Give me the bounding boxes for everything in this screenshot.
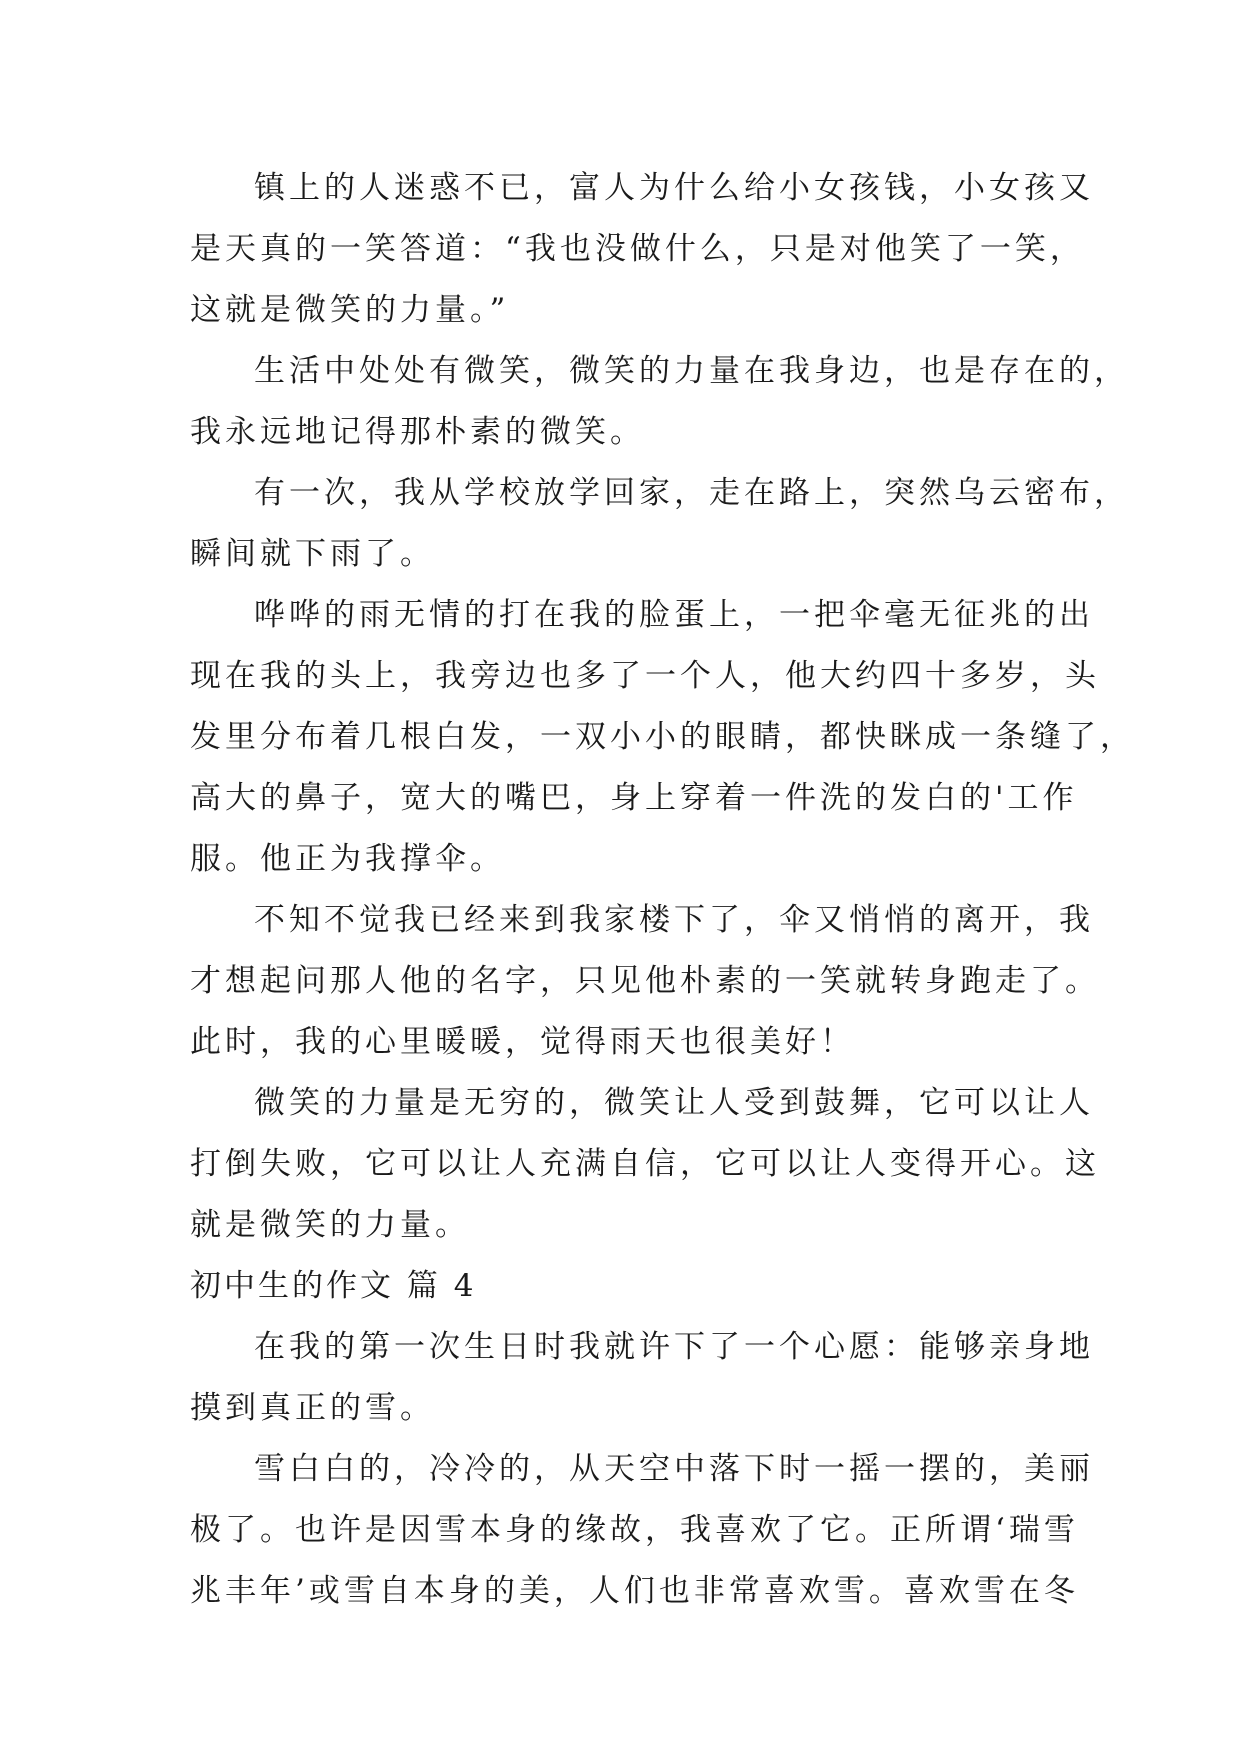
text-line: 微笑的力量是无穷的，微笑让人受到鼓舞，它可以让人 (254, 1085, 1094, 1121)
text-line: 瞬间就下雨了。 (190, 536, 435, 572)
text-line: 不知不觉我已经来到我家楼下了，伞又悄悄的离开，我 (254, 902, 1094, 938)
text-line: 这就是微笑的力量。” (190, 292, 510, 328)
paragraph (190, 341, 1129, 463)
text-line: 是天真的一笑答道：“我也没做什么，只是对他笑了一笑， (190, 231, 1085, 267)
text-line: 我永远地记得那朴素的微笑。 (190, 414, 645, 450)
text-line: 在我的第一次生日时我就许下了一个心愿：能够亲身地 (254, 1329, 1094, 1365)
document-body (190, 158, 1135, 1622)
section-heading (190, 1256, 1060, 1317)
paragraph (190, 463, 1129, 585)
text-line: 此时，我的心里暖暖，觉得雨天也很美好！ (190, 1024, 855, 1060)
text-line: 极了。也许是因雪本身的缘故，我喜欢了它。正所谓‘瑞雪 (190, 1512, 1079, 1548)
text-line: 就是微笑的力量。 (190, 1207, 470, 1243)
text-line: 现在我的头上，我旁边也多了一个人，他大约四十多岁，头 (190, 658, 1100, 694)
text-line: 服。他正为我撑伞。 (190, 841, 505, 877)
paragraph (190, 1439, 1094, 1622)
paragraph (190, 585, 1135, 890)
text-line: 哗哗的雨无情的打在我的脸蛋上，一把伞毫无征兆的出 (254, 597, 1094, 633)
text-line: 打倒失败，它可以让人充满自信，它可以让人变得开心。这 (190, 1146, 1100, 1182)
text-line: 兆丰年’或雪自本身的美，人们也非常喜欢雪。喜欢雪在冬 (190, 1573, 1079, 1609)
heading-line: 初中生的作文 篇 4 (190, 1268, 477, 1304)
paragraph (190, 890, 1100, 1073)
text-line: 发里分布着几根白发，一双小小的眼睛，都快眯成一条缝了， (190, 719, 1135, 755)
text-line: 高大的鼻子，宽大的嘴巴，身上穿着一件洗的发白的'工作 (190, 780, 1078, 816)
text-line: 镇上的人迷惑不已，富人为什么给小女孩钱，小女孩又 (254, 170, 1094, 206)
text-line: 才想起问那人他的名字，只见他朴素的一笑就转身跑走了。 (190, 963, 1100, 999)
text-line: 雪白白的，冷冷的，从天空中落下时一摇一摆的，美丽 (254, 1451, 1094, 1487)
paragraph (190, 1317, 1094, 1439)
text-line: 生活中处处有微笑，微笑的力量在我身边，也是存在的， (254, 353, 1129, 389)
paragraph (190, 158, 1094, 341)
paragraph (190, 1073, 1100, 1256)
text-line: 摸到真正的雪。 (190, 1390, 435, 1426)
text-line: 有一次，我从学校放学回家，走在路上，突然乌云密布， (254, 475, 1129, 511)
